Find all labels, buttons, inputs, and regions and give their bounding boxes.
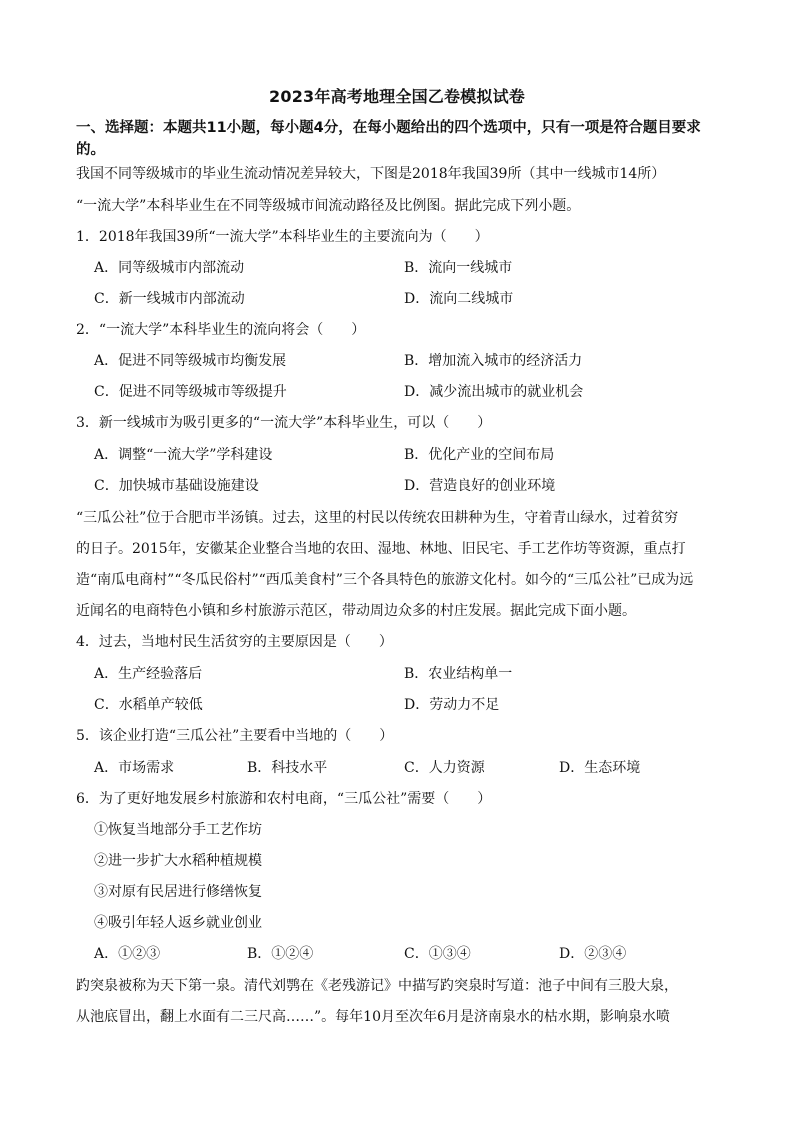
q5-option-d: D．生态环境 <box>559 760 641 776</box>
passage2-line-4: 近闻名的电商特色小镇和乡村旅游示范区，带动周边众多的村庄发展。据此完成下面小题。 <box>76 603 636 619</box>
page-title: 2023年高考地理全国乙卷模拟试卷 <box>269 87 525 106</box>
q4-option-b: B．农业结构单一 <box>404 666 513 682</box>
q5-option-b: B．科技水平 <box>247 760 328 776</box>
q6-option-c: C．①③④ <box>404 946 471 962</box>
q2-stem: 2．“一流大学”本科毕业生的流向将会（ ） <box>76 322 366 338</box>
passage3-line-1: 趵突泉被称为天下第一泉。清代刘鹗在《老残游记》中描写趵突泉时写道：池子中间有三股大泉， <box>76 978 678 994</box>
q6-option-b: B．①②④ <box>247 946 314 962</box>
passage1-line-2: “一流大学”本科毕业生在不同等级城市间流动路径及比例图。据此完成下列小题。 <box>76 198 581 214</box>
passage2-line-2: 的日子。2015年，安徽某企业整合当地的农田、湿地、林地、旧民宅、手工艺作坊等资源，重点打 <box>76 541 686 557</box>
q3-option-c: C．加快城市基础设施建设 <box>94 478 259 494</box>
q3-option-b: B．优化产业的空间布局 <box>404 447 555 463</box>
section-heading: 一、选择题：本题共11小题，每小题4分，在每小题给出的四个选项中，只有一项是符合题目要求的。 <box>76 120 701 158</box>
q6-stem: 6．为了更好地发展乡村旅游和农村电商，“三瓜公社”需要（ ） <box>76 791 492 807</box>
q4-option-d: D．劳动力不足 <box>404 697 500 713</box>
q2-option-c: C．促进不同等级城市等级提升 <box>94 384 287 400</box>
q5-option-c: C．人力资源 <box>404 760 485 776</box>
q6-option-a: A．①②③ <box>94 946 161 962</box>
q5-option-a: A．市场需求 <box>94 760 175 776</box>
q3-option-a: A．调整“一流大学”学科建设 <box>94 447 273 463</box>
q3-stem: 3．新一线城市为吸引更多的“一流大学”本科毕业生，可以（ ） <box>76 415 492 431</box>
q2-option-a: A．促进不同等级城市均衡发展 <box>94 353 287 369</box>
q6-item-4: ④吸引年轻人返乡就业创业 <box>94 915 262 931</box>
q6-option-d: D．②③④ <box>559 946 627 962</box>
passage3-line-2: 从池底冒出，翻上水面有二三尺高……”。每年10月至次年6月是济南泉水的枯水期，影响泉水喷 <box>76 1009 670 1025</box>
q2-option-d: D．减少流出城市的就业机会 <box>404 384 584 400</box>
passage2-line-3: 造“南瓜电商村”“冬瓜民俗村”“西瓜美食村”三个各具特色的旅游文化村。如今的“三瓜公社”已成为远 <box>76 572 694 588</box>
q4-option-c: C．水稻单产较低 <box>94 697 203 713</box>
q5-stem: 5．该企业打造“三瓜公社”主要看中当地的（ ） <box>76 728 394 744</box>
q1-option-d: D．流向二线城市 <box>404 291 514 307</box>
q6-item-3: ③对原有民居进行修缮恢复 <box>94 884 262 900</box>
passage1-line-1: 我国不同等级城市的毕业生流动情况差异较大，下图是2018年我国39所（其中一线城市14所） <box>76 166 666 182</box>
q4-stem: 4．过去，当地村民生活贫穷的主要原因是（ ） <box>76 634 393 650</box>
q6-item-1: ①恢复当地部分手工艺作坊 <box>94 822 262 838</box>
q2-option-b: B．增加流入城市的经济活力 <box>404 353 583 369</box>
q1-option-a: A．同等级城市内部流动 <box>94 260 245 276</box>
q4-option-a: A．生产经验落后 <box>94 666 203 682</box>
q6-item-2: ②进一步扩大水稻种植规模 <box>94 853 262 869</box>
q1-stem: 1．2018年我国39所“一流大学”本科毕业生的主要流向为（ ） <box>76 229 489 245</box>
q1-option-b: B．流向一线城市 <box>404 260 513 276</box>
q1-option-c: C．新一线城市内部流动 <box>94 291 245 307</box>
passage2-line-1: “三瓜公社”位于合肥市半汤镇。过去，这里的村民以传统农田耕种为生，守着青山绿水，过着贫穷 <box>76 510 679 526</box>
q3-option-d: D．营造良好的创业环境 <box>404 478 556 494</box>
